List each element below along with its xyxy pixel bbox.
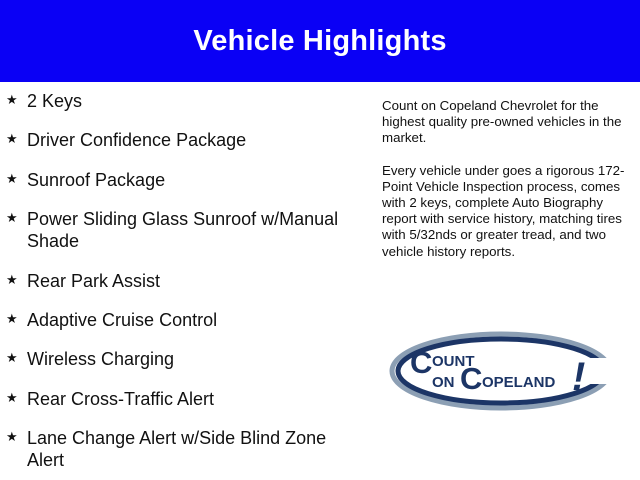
dealer-intro-text: Count on Copeland Chevrolet for the highest quality pre-owned vehicles in the market.: [382, 98, 622, 146]
highlight-item: [0, 427, 360, 471]
highlight-label: Adaptive Cruise Control: [27, 309, 218, 330]
highlight-item: [0, 90, 360, 112]
count-on-copeland-logo: [388, 328, 626, 414]
header-banner: [0, 0, 640, 82]
dealer-info: [382, 98, 630, 276]
highlight-label: 2 Keys: [27, 91, 83, 111]
star-icon: ★: [6, 131, 18, 147]
highlight-item: [0, 388, 360, 410]
svg-text:!: !: [572, 355, 586, 399]
highlight-label: Rear Cross-Traffic Alert: [27, 388, 215, 409]
svg-text:ON: ON: [432, 374, 455, 391]
star-icon: ★: [6, 389, 18, 405]
highlight-item: [0, 129, 360, 151]
svg-text:C: C: [410, 345, 433, 380]
star-icon: ★: [6, 92, 18, 107]
star-icon: ★: [6, 271, 18, 287]
highlights-list: [0, 90, 360, 480]
svg-text:OPELAND: OPELAND: [482, 374, 556, 391]
inspection-text: Every vehicle under goes a rigorous 172-Point Vehicle Inspection process, comes with 2 keys, complete Auto Biography report with service history, matching tires with 5/32nds or greater tread, and two vehicle history reports.: [382, 162, 625, 259]
highlight-label: Sunroof Package: [27, 169, 166, 190]
star-icon: ★: [6, 350, 18, 366]
highlight-label: Rear Park Assist: [27, 270, 161, 291]
highlight-item: [0, 309, 360, 331]
star-icon: ★: [6, 429, 18, 445]
highlight-item: [0, 270, 360, 292]
star-icon: ★: [6, 310, 18, 326]
star-icon: ★: [6, 210, 18, 226]
page-title: Vehicle Highlights: [193, 24, 447, 57]
svg-text:C: C: [460, 361, 483, 396]
svg-text:OUNT: OUNT: [432, 353, 475, 370]
highlight-item: [0, 208, 360, 252]
highlight-label: Power Sliding Glass Sunroof w/Manual Shade: [27, 209, 339, 252]
highlight-label: Wireless Charging: [27, 349, 175, 370]
star-icon: ★: [6, 170, 18, 186]
highlight-label: Lane Change Alert w/Side Blind Zone Alert: [27, 428, 327, 471]
highlight-label: Driver Confidence Package: [27, 130, 247, 151]
highlight-item: [0, 169, 360, 191]
highlight-item: [0, 348, 360, 370]
